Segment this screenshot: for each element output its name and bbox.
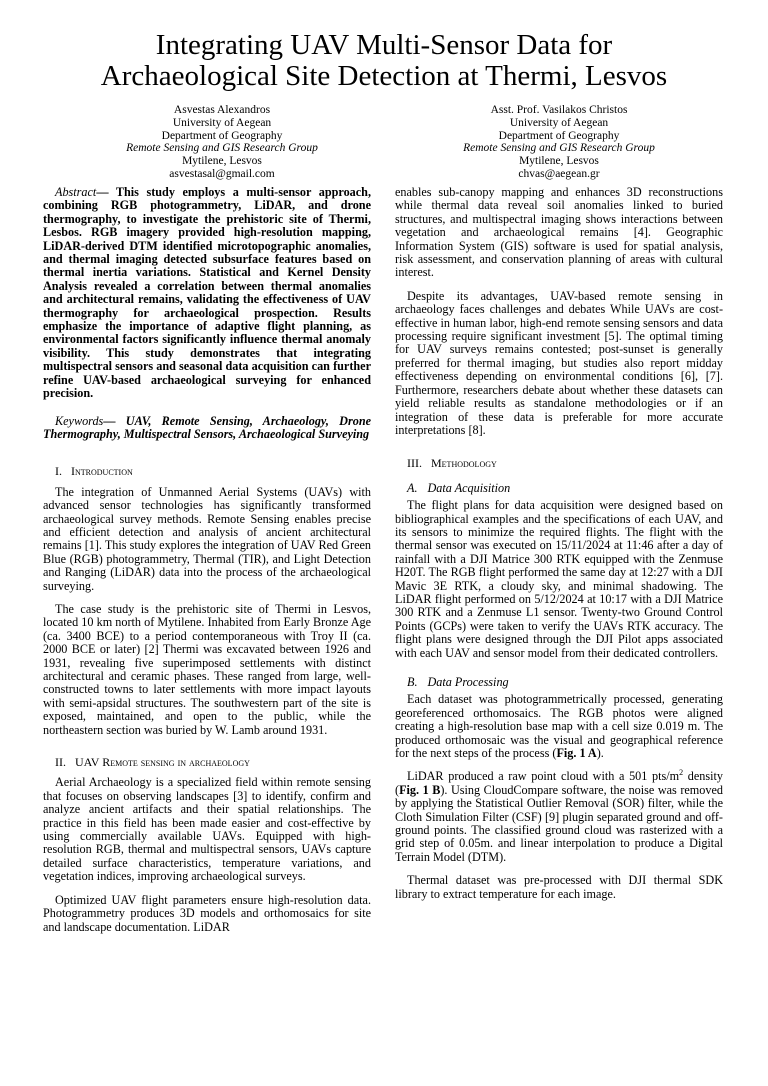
uav-paragraph-2-end: enables sub-canopy mapping and enhances 3D reconstructions while thermal data reveal soil anomalies linked to buried structures, and multispectral imaging shows interactions between vegetation and archaeological remains [4]. Geographic Information System (GIS) software is used for spatial analysis, risk assessment, and conservation planning of areas with cultural interest. [395,185,723,280]
section-number: I. [55,464,62,479]
title-line-1: Integrating UAV Multi-Sensor Data for [155,29,613,61]
processing-text: LiDAR produced a raw point cloud with a 501 pts/m [407,769,680,784]
processing-paragraph-1 [395,693,723,760]
acquisition-paragraph: The flight plans for data acquisition were designed based on bibliographical examples and the specifications of each UAV, and its sensors to minimize the required flights. The flight with the thermal sensor was executed on 15/11/2024 at 11:46 after a day of rainfall with a DJI Matrice 300 RTK equipped with the Zenmuse H20T. The RGB flight performed the same day at 12:27 with a DJI Mavic 3E RTK, a cloudy sky, and minimal shadowing. The LiDAR flight performed on 5/12/2024 at 10:17 with a DJI Matrice 300 RTK and a Zenmuse L1 sensor. Twenty-two Ground Control Points (GCPs) were taken to verify the UAVs RTK accuracy. The flight plans were designed through the DJI Pilot apps associated with each UAV and sensor model from their dedicated controllers. [395,498,723,660]
subsection-heading-acquisition [395,482,723,495]
processing-text: density ( [395,769,723,797]
figure-reference: Fig. 1 A [556,746,597,761]
author-university: University of Aegean [172,116,272,129]
processing-text: Each dataset was photogrammetrically processed, generating georeferenced orthomosaics. The RGB photos were aligned creating a high-resolution base map with a cell size 0.019 m. The produced orthomosaic was the visual and geographical reference for the next steps of the process ( [395,692,723,761]
author-department: Department of Geography [161,129,283,142]
section-heading-uav [43,756,371,769]
subsection-number: B. [407,675,418,689]
processing-text-end: ). [596,746,604,761]
abstract-dash: — [96,185,116,199]
uav-paragraph-3: Despite its advantages, UAV-based remote sensing in archaeology faces challenges and debates While UAVs are cost-effective in human labor, high-end remote sensing sensors and data processing require significant investment [5]. The optimal timing for UAV surveys remains contested; post-sunset is generally preferred for thermal imaging, but studies also report midday effectiveness depending on environmental conditions [6], [7]. Furthermore, researchers debate about whether these datasets can yield reliable results as standalone methodologies or if an integration of these data is preferable for more accurate interpretations [8]. [395,288,723,437]
processing-paragraph-3: Thermal dataset was pre-processed with DJI thermal SDK library to extract temperature for each image. [395,873,723,901]
author-city: Mytilene, Lesvos [519,155,599,168]
section-heading-introduction [43,465,371,478]
author-name: Asvestas Alexandros [173,104,271,116]
abstract [43,186,371,401]
keywords-label: Keywords [55,413,104,428]
abstract-label: Abstract [55,185,97,199]
left-column [43,186,371,934]
intro-paragraph-2: The case study is the prehistoric site of Thermi in Lesvos, located 10 km north of Mytilene. Inhabited from Early Bronze Age (ca. 3400 BCE) to a period contemporaneous with Troy II (ca. 2000 BCE or later) [2] Thermi was excavated between 1926 and 1931, revealing five superimposed settlements with distinct architectural and ceramic phases. These ranged from large, well-constructed towns to later settlements with more impact layouts with semi-apsidal structures. The southwestern part of the site is exposed, maintained, and open to the public, while the northeastern section was buried by W. Lamb around 1931. [43,601,371,737]
superscript: 2 [679,768,684,778]
keywords [43,415,371,442]
keywords-dash: — [103,413,126,428]
paper-title [40,30,728,92]
uav-paragraph-1: Aerial Archaeology is a specialized field within remote sensing that focuses on observing landscapes [3] to identify, confirm and analyze ancient artifacts and their spatial relationships. The practice in this field has been made easier and cost-effective by using commercially available UAVs. Equipped with high-resolution RGB, thermal and multispectral sensors, UAVs capture detailed surface characteristics, temperature variations, and vegetation indices, improving archaeological surveys. [43,775,371,884]
section-title: Introduction [71,464,133,479]
author-university: University of Aegean [509,116,609,129]
author-name: Asst. Prof. Vasilakos Christos [490,104,628,116]
subsection-heading-processing [395,676,723,689]
uav-paragraph-2-start: Optimized UAV flight parameters ensure high-resolution data. Photogrammetry produces 3D models and orthomosaics for site and landscape documentation. LiDAR [43,892,371,934]
figure-reference: Fig. 1 B [399,782,441,797]
section-title: UAV Remote sensing in archaeology [75,755,250,770]
abstract-text: This study employs a multi-sensor approach, combining RGB photogrammetry, LiDAR, and drone thermography, to investigate the prehistoric site of Thermi, Lesbos. RGB imagery provided high-resolution mapping, LiDAR-derived DTM identified microtopographic anomalies, and thermal imaging detected subsurface features based on thermal inertia variations. Statistical and Kernel Density Analysis revealed a correlation between thermal anomalies and architectural remains, validating the effectiveness of UAV thermography for archaeological prospection. Results emphasize the importance of adaptive flight planning, as environmental factors significantly influence thermal anomaly visibility. This study demonstrates that integrating multispectral sensors and seasonal data acquisition can further refine UAV-based archaeological surveying for enhanced precision. [43,185,371,401]
right-column [395,186,723,901]
subsection-number: A. [407,480,418,495]
author-group: Remote Sensing and GIS Research Group [463,142,655,155]
author-email[interactable]: asvestasal@gmail.com [169,167,275,180]
author-email[interactable]: chvas@aegean.gr [518,167,600,180]
section-number: III. [407,456,422,471]
section-title: Methodology [431,456,497,471]
author-department: Department of Geography [498,129,620,142]
author-city: Mytilene, Lesvos [182,155,262,168]
author-group: Remote Sensing and GIS Research Group [126,142,318,155]
keywords-text: UAV, Remote Sensing, Archaeology, Drone Thermography, Multispectral Sensors, Archaeological Surveying [43,413,372,441]
subsection-title: Data Acquisition [427,480,511,495]
section-number: II. [55,755,66,770]
processing-paragraph-2 [395,770,723,864]
title-line-2: Archaeological Site Detection at Thermi, Lesvos [100,60,668,92]
processing-text: ). Using CloudCompare software, the noise was removed by applying the Statistical Outlier Removal (SOR) filter, while the Cloth Simulation Filter (CSF) [9] plugin separated ground and off-ground points. The classified ground cloud was rasterized with a grid step of 0.05m. and linear interpolation to produce a Digital Terrain Model (DTM). [395,782,723,864]
section-heading-methodology [395,457,723,470]
subsection-title: Data Processing [427,675,509,689]
intro-paragraph-1: The integration of Unmanned Aerial Systems (UAVs) with advanced sensor technologies has significantly transformed archaeological survey methods. Remote Sensing enables precise and efficient detection and analysis of ancient architectural remains [1]. This study explores the integration of UAV Red Green Blue (RGB) photogrammetry, Thermal (TIR), and Light Detection and Ranging (LiDAR) data into the process of the archaeological surveying. [43,484,371,593]
author-block-1 [72,104,372,181]
author-block-2 [409,104,709,181]
